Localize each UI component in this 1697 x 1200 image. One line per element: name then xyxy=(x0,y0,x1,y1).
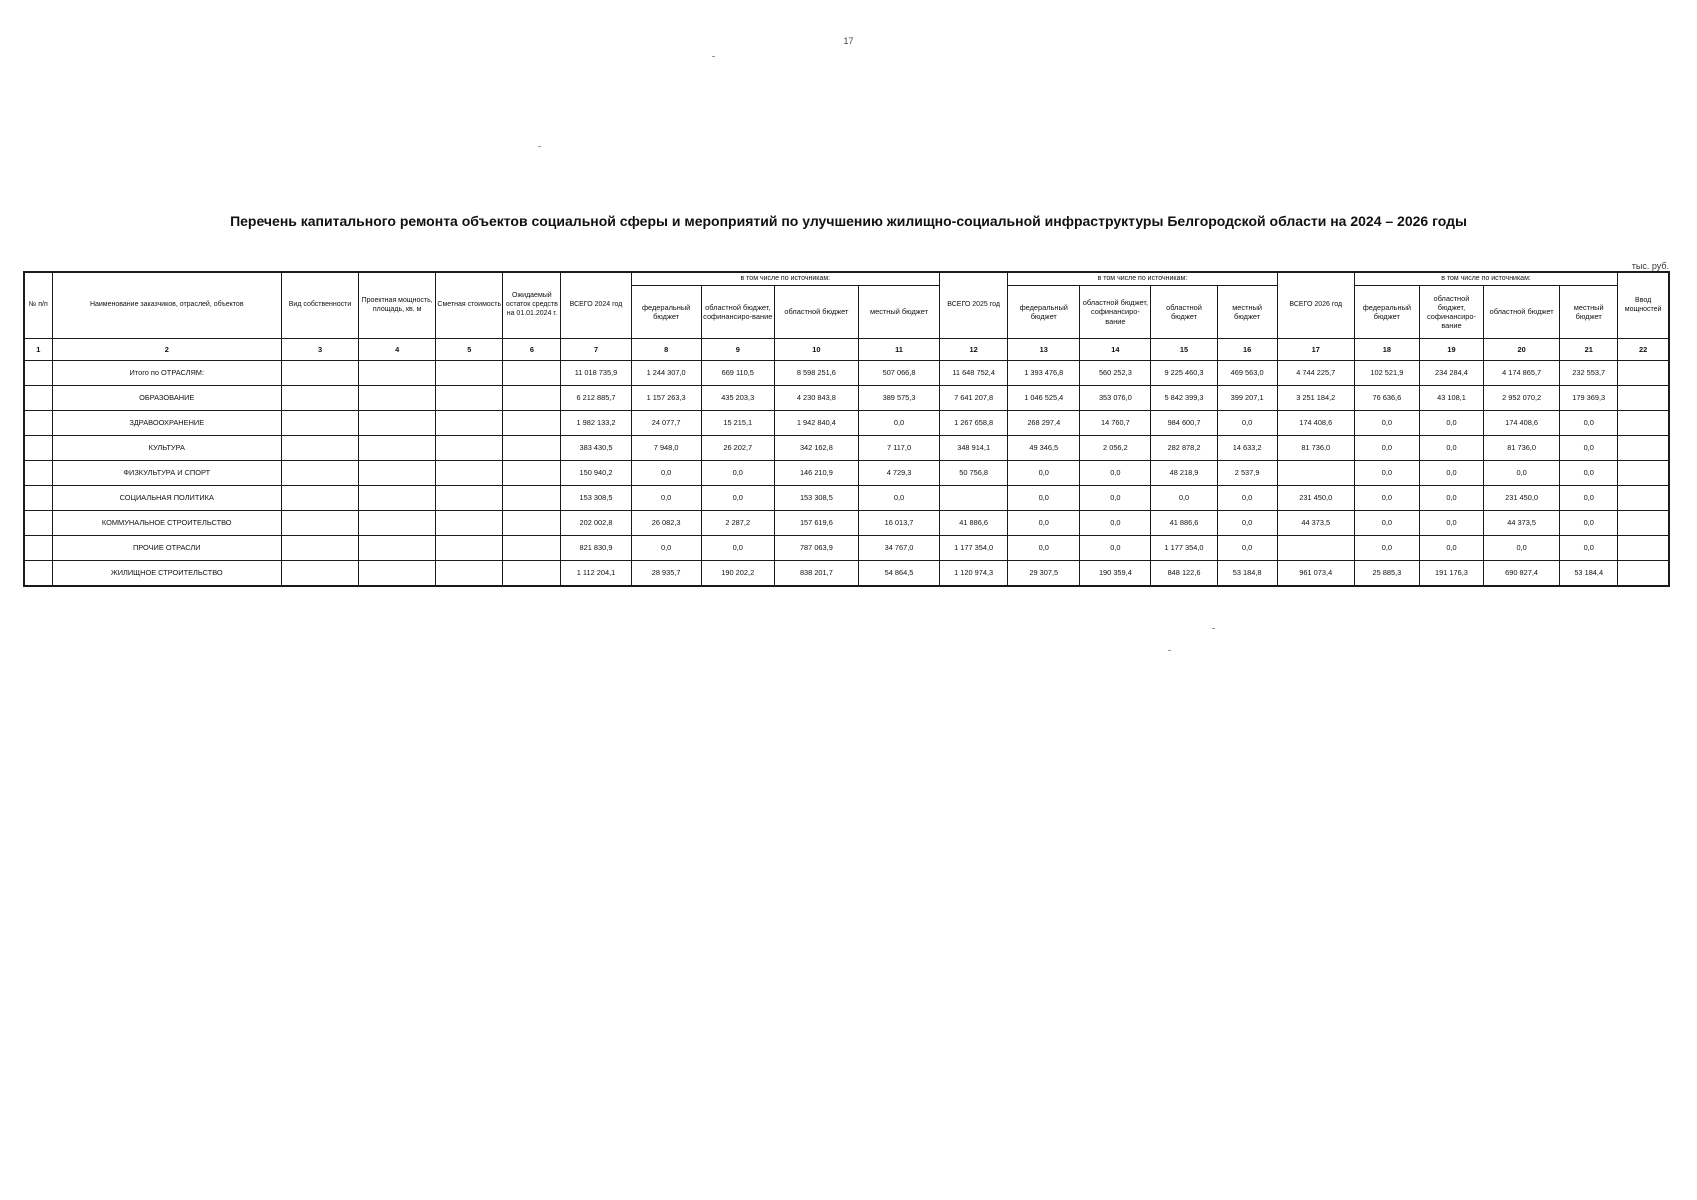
amount-cell: 11 018 735,9 xyxy=(561,361,631,386)
scan-speck xyxy=(538,146,541,147)
amount-cell: 76 636,6 xyxy=(1354,386,1419,411)
estimate-cell xyxy=(436,461,503,486)
amount-cell: 41 886,6 xyxy=(1151,511,1217,536)
amount-cell: 0,0 xyxy=(1354,486,1419,511)
column-number: 4 xyxy=(359,339,436,361)
amount-cell: 0,0 xyxy=(1419,486,1483,511)
column-number: 9 xyxy=(701,339,774,361)
column-number: 17 xyxy=(1277,339,1354,361)
amount-cell: 1 177 354,0 xyxy=(1151,536,1217,561)
column-number: 16 xyxy=(1217,339,1277,361)
balance-cell xyxy=(503,386,561,411)
estimate-cell xyxy=(436,511,503,536)
amount-cell: 34 767,0 xyxy=(858,536,939,561)
commissioning-cell xyxy=(1618,386,1669,411)
amount-cell: 81 736,0 xyxy=(1277,436,1354,461)
ownership-cell xyxy=(281,436,358,461)
capacity-cell xyxy=(359,486,436,511)
balance-cell xyxy=(503,511,561,536)
estimate-cell xyxy=(436,486,503,511)
amount-cell: 0,0 xyxy=(1217,411,1277,436)
amount-cell: 26 202,7 xyxy=(701,436,774,461)
amount-cell: 232 553,7 xyxy=(1560,361,1618,386)
estimate-cell xyxy=(436,561,503,587)
header-sources-2024: в том числе по источникам: xyxy=(631,272,940,286)
amount-cell: 234 284,4 xyxy=(1419,361,1483,386)
amount-cell: 153 308,5 xyxy=(774,486,858,511)
amount-cell: 0,0 xyxy=(858,486,939,511)
amount-cell: 0,0 xyxy=(1419,436,1483,461)
amount-cell: 43 108,1 xyxy=(1419,386,1483,411)
column-number: 8 xyxy=(631,339,701,361)
amount-cell: 157 619,6 xyxy=(774,511,858,536)
table-row xyxy=(24,361,1669,386)
amount-cell: 26 082,3 xyxy=(631,511,701,536)
amount-cell: 787 063,9 xyxy=(774,536,858,561)
header-total-2025: ВСЕГО 2025 год xyxy=(940,272,1008,339)
amount-cell: 1 267 658,8 xyxy=(940,411,1008,436)
header-local-2024: местный бюджет xyxy=(858,286,939,339)
amount-cell: 4 744 225,7 xyxy=(1277,361,1354,386)
amount-cell: 14 760,7 xyxy=(1080,411,1151,436)
column-number: 19 xyxy=(1419,339,1483,361)
ownership-cell xyxy=(281,511,358,536)
amount-cell: 150 940,2 xyxy=(561,461,631,486)
header-regional-cofin-2025: областной бюджет, софинансиро-вание xyxy=(1080,286,1151,339)
header-regional-cofin-2024: областной бюджет, софинансиро-вание xyxy=(701,286,774,339)
ownership-cell xyxy=(281,461,358,486)
amount-cell: 0,0 xyxy=(1217,536,1277,561)
commissioning-cell xyxy=(1618,561,1669,587)
row-number-cell xyxy=(24,411,52,436)
estimate-cell xyxy=(436,536,503,561)
amount-cell: 348 914,1 xyxy=(940,436,1008,461)
amount-cell: 28 935,7 xyxy=(631,561,701,587)
amount-cell: 1 942 840,4 xyxy=(774,411,858,436)
header-estimate: Сметная стоимость xyxy=(436,272,503,339)
sector-name-cell: Итого по ОТРАСЛЯМ: xyxy=(52,361,281,386)
amount-cell: 5 842 399,3 xyxy=(1151,386,1217,411)
table-row xyxy=(24,561,1669,587)
amount-cell: 0,0 xyxy=(1560,511,1618,536)
amount-cell: 190 359,4 xyxy=(1080,561,1151,587)
header-regional-cofin-2026: областной бюджет, софинансиро-вание xyxy=(1419,286,1483,339)
row-number-cell xyxy=(24,561,52,587)
commissioning-cell xyxy=(1618,511,1669,536)
header-group-row xyxy=(24,272,1669,286)
amount-cell: 984 600,7 xyxy=(1151,411,1217,436)
sector-name-cell: ПРОЧИЕ ОТРАСЛИ xyxy=(52,536,281,561)
amount-cell: 560 252,3 xyxy=(1080,361,1151,386)
amount-cell: 29 307,5 xyxy=(1008,561,1080,587)
amount-cell: 0,0 xyxy=(1484,536,1560,561)
amount-cell: 231 450,0 xyxy=(1484,486,1560,511)
amount-cell: 353 076,0 xyxy=(1080,386,1151,411)
balance-cell xyxy=(503,461,561,486)
column-number: 7 xyxy=(561,339,631,361)
capacity-cell xyxy=(359,536,436,561)
amount-cell: 15 215,1 xyxy=(701,411,774,436)
table-row xyxy=(24,411,1669,436)
amount-cell: 191 176,3 xyxy=(1419,561,1483,587)
sector-name-cell: КОММУНАЛЬНОЕ СТРОИТЕЛЬСТВО xyxy=(52,511,281,536)
column-number: 18 xyxy=(1354,339,1419,361)
column-number: 11 xyxy=(858,339,939,361)
balance-cell xyxy=(503,536,561,561)
header-name: Наименование заказчиков, отраслей, объектов xyxy=(52,272,281,339)
amount-cell: 389 575,3 xyxy=(858,386,939,411)
amount-cell: 4 729,3 xyxy=(858,461,939,486)
amount-cell: 25 885,3 xyxy=(1354,561,1419,587)
amount-cell: 3 251 184,2 xyxy=(1277,386,1354,411)
header-no: № п/п xyxy=(24,272,52,339)
amount-cell: 0,0 xyxy=(1419,411,1483,436)
amount-cell: 1 982 133,2 xyxy=(561,411,631,436)
balance-cell xyxy=(503,361,561,386)
amount-cell: 44 373,5 xyxy=(1484,511,1560,536)
column-number: 12 xyxy=(940,339,1008,361)
sector-name-cell: ФИЗКУЛЬТУРА И СПОРТ xyxy=(52,461,281,486)
capacity-cell xyxy=(359,461,436,486)
estimate-cell xyxy=(436,436,503,461)
amount-cell: 1 157 263,3 xyxy=(631,386,701,411)
scan-speck xyxy=(1212,628,1215,629)
row-number-cell xyxy=(24,436,52,461)
row-number-cell xyxy=(24,461,52,486)
table-row xyxy=(24,536,1669,561)
amount-cell: 0,0 xyxy=(1008,486,1080,511)
header-total-2026: ВСЕГО 2026 год xyxy=(1277,272,1354,339)
column-number: 1 xyxy=(24,339,52,361)
column-number: 10 xyxy=(774,339,858,361)
amount-cell: 0,0 xyxy=(701,461,774,486)
header-regional-2025: областной бюджет xyxy=(1151,286,1217,339)
amount-cell: 0,0 xyxy=(631,536,701,561)
amount-cell: 0,0 xyxy=(701,536,774,561)
ownership-cell xyxy=(281,411,358,436)
amount-cell: 11 648 752,4 xyxy=(940,361,1008,386)
sector-name-cell: ОБРАЗОВАНИЕ xyxy=(52,386,281,411)
column-number: 6 xyxy=(503,339,561,361)
header-commissioning: Ввод мощностей xyxy=(1618,272,1669,339)
column-number: 21 xyxy=(1560,339,1618,361)
amount-cell: 48 218,9 xyxy=(1151,461,1217,486)
capacity-cell xyxy=(359,361,436,386)
amount-cell: 41 886,6 xyxy=(940,511,1008,536)
table-row xyxy=(24,461,1669,486)
amount-cell: 146 210,9 xyxy=(774,461,858,486)
column-number: 13 xyxy=(1008,339,1080,361)
estimate-cell xyxy=(436,361,503,386)
column-number-row xyxy=(24,339,1669,361)
header-sources-2026: в том числе по источникам: xyxy=(1354,272,1617,286)
amount-cell: 1 046 525,4 xyxy=(1008,386,1080,411)
amount-cell: 821 830,9 xyxy=(561,536,631,561)
estimate-cell xyxy=(436,386,503,411)
amount-cell: 469 563,0 xyxy=(1217,361,1277,386)
header-balance: Ожидаемый остаток средств на 01.01.2024 г. xyxy=(503,272,561,339)
amount-cell: 4 230 843,8 xyxy=(774,386,858,411)
row-number-cell xyxy=(24,486,52,511)
amount-cell: 102 521,9 xyxy=(1354,361,1419,386)
amount-cell: 0,0 xyxy=(1560,411,1618,436)
amount-cell: 0,0 xyxy=(1354,461,1419,486)
header-sources-2025: в том числе по источникам: xyxy=(1008,272,1277,286)
amount-cell: 0,0 xyxy=(1217,511,1277,536)
amount-cell: 7 948,0 xyxy=(631,436,701,461)
amount-cell: 399 207,1 xyxy=(1217,386,1277,411)
header-federal-2024: федеральный бюджет xyxy=(631,286,701,339)
amount-cell: 435 203,3 xyxy=(701,386,774,411)
amount-cell: 282 878,2 xyxy=(1151,436,1217,461)
column-number: 15 xyxy=(1151,339,1217,361)
amount-cell: 7 641 207,8 xyxy=(940,386,1008,411)
amount-cell: 0,0 xyxy=(1419,511,1483,536)
amount-cell: 0,0 xyxy=(1080,536,1151,561)
amount-cell: 669 110,5 xyxy=(701,361,774,386)
amount-cell: 179 369,3 xyxy=(1560,386,1618,411)
amount-cell: 2 287,2 xyxy=(701,511,774,536)
amount-cell: 16 013,7 xyxy=(858,511,939,536)
amount-cell: 174 408,6 xyxy=(1484,411,1560,436)
header-total-2024: ВСЕГО 2024 год xyxy=(561,272,631,339)
amount-cell: 0,0 xyxy=(1560,461,1618,486)
header-capacity: Проектная мощность, площадь, кв. м xyxy=(359,272,436,339)
amount-cell: 49 346,5 xyxy=(1008,436,1080,461)
amount-cell: 0,0 xyxy=(1354,436,1419,461)
column-number: 3 xyxy=(281,339,358,361)
amount-cell: 0,0 xyxy=(1151,486,1217,511)
commissioning-cell xyxy=(1618,361,1669,386)
row-number-cell xyxy=(24,361,52,386)
amount-cell xyxy=(1277,536,1354,561)
header-federal-2026: федеральный бюджет xyxy=(1354,286,1419,339)
amount-cell: 2 537,9 xyxy=(1217,461,1277,486)
amount-cell: 838 201,7 xyxy=(774,561,858,587)
amount-cell xyxy=(1277,461,1354,486)
amount-cell: 0,0 xyxy=(1419,536,1483,561)
amount-cell: 1 244 307,0 xyxy=(631,361,701,386)
balance-cell xyxy=(503,436,561,461)
balance-cell xyxy=(503,561,561,587)
sector-name-cell: ЖИЛИЩНОЕ СТРОИТЕЛЬСТВО xyxy=(52,561,281,587)
header-local-2026: местный бюджет xyxy=(1560,286,1618,339)
capacity-cell xyxy=(359,436,436,461)
amount-cell: 0,0 xyxy=(1080,511,1151,536)
amount-cell: 190 202,2 xyxy=(701,561,774,587)
amount-cell: 53 184,4 xyxy=(1560,561,1618,587)
amount-cell: 231 450,0 xyxy=(1277,486,1354,511)
amount-cell: 4 174 865,7 xyxy=(1484,361,1560,386)
document-title: Перечень капитального ремонта объектов социальной сферы и мероприятий по улучшению жилищно-социальной инфраструктуры Белгородской области на 2024 – 2026 годы xyxy=(230,213,1467,229)
row-number-cell xyxy=(24,386,52,411)
amount-cell: 268 297,4 xyxy=(1008,411,1080,436)
ownership-cell xyxy=(281,561,358,587)
amount-cell xyxy=(940,486,1008,511)
amount-cell: 690 827,4 xyxy=(1484,561,1560,587)
scan-speck xyxy=(1168,650,1171,651)
commissioning-cell xyxy=(1618,436,1669,461)
amount-cell: 81 736,0 xyxy=(1484,436,1560,461)
amount-cell: 0,0 xyxy=(1560,486,1618,511)
header-ownership: Вид собственности xyxy=(281,272,358,339)
header-federal-2025: федеральный бюджет xyxy=(1008,286,1080,339)
amount-cell: 44 373,5 xyxy=(1277,511,1354,536)
sector-name-cell: КУЛЬТУРА xyxy=(52,436,281,461)
amount-cell: 202 002,8 xyxy=(561,511,631,536)
column-number: 14 xyxy=(1080,339,1151,361)
amount-cell: 53 184,8 xyxy=(1217,561,1277,587)
units-label: тыс. руб. xyxy=(1631,261,1669,271)
amount-cell: 0,0 xyxy=(1484,461,1560,486)
amount-cell: 383 430,5 xyxy=(561,436,631,461)
table-row xyxy=(24,386,1669,411)
amount-cell: 0,0 xyxy=(1560,436,1618,461)
amount-cell: 848 122,6 xyxy=(1151,561,1217,587)
sector-name-cell: ЗДРАВООХРАНЕНИЕ xyxy=(52,411,281,436)
amount-cell: 7 117,0 xyxy=(858,436,939,461)
commissioning-cell xyxy=(1618,411,1669,436)
table-row xyxy=(24,511,1669,536)
table-body xyxy=(24,361,1669,587)
row-number-cell xyxy=(24,536,52,561)
amount-cell: 14 633,2 xyxy=(1217,436,1277,461)
amount-cell: 0,0 xyxy=(1354,411,1419,436)
column-number: 22 xyxy=(1618,339,1669,361)
ownership-cell xyxy=(281,486,358,511)
ownership-cell xyxy=(281,386,358,411)
page-number: 17 xyxy=(843,36,854,46)
amount-cell: 0,0 xyxy=(1560,536,1618,561)
amount-cell: 342 162,8 xyxy=(774,436,858,461)
amount-cell: 0,0 xyxy=(1354,536,1419,561)
ownership-cell xyxy=(281,536,358,561)
amount-cell: 153 308,5 xyxy=(561,486,631,511)
amount-cell: 0,0 xyxy=(1354,511,1419,536)
amount-cell: 2 952 070,2 xyxy=(1484,386,1560,411)
amount-cell: 0,0 xyxy=(1080,486,1151,511)
table-row xyxy=(24,486,1669,511)
column-number: 2 xyxy=(52,339,281,361)
row-number-cell xyxy=(24,511,52,536)
amount-cell: 0,0 xyxy=(701,486,774,511)
header-regional-2024: областной бюджет xyxy=(774,286,858,339)
column-number: 20 xyxy=(1484,339,1560,361)
amount-cell: 1 112 204,1 xyxy=(561,561,631,587)
amount-cell: 54 864,5 xyxy=(858,561,939,587)
amount-cell: 0,0 xyxy=(631,461,701,486)
amount-cell: 2 056,2 xyxy=(1080,436,1151,461)
amount-cell: 0,0 xyxy=(631,486,701,511)
capacity-cell xyxy=(359,561,436,587)
ownership-cell xyxy=(281,361,358,386)
amount-cell: 0,0 xyxy=(1419,461,1483,486)
amount-cell: 50 756,8 xyxy=(940,461,1008,486)
amount-cell: 8 598 251,6 xyxy=(774,361,858,386)
amount-cell: 1 120 974,3 xyxy=(940,561,1008,587)
capacity-cell xyxy=(359,386,436,411)
amount-cell: 0,0 xyxy=(1217,486,1277,511)
amount-cell: 961 073,4 xyxy=(1277,561,1354,587)
budget-table xyxy=(23,271,1670,587)
amount-cell: 9 225 460,3 xyxy=(1151,361,1217,386)
column-number: 5 xyxy=(436,339,503,361)
balance-cell xyxy=(503,486,561,511)
sector-name-cell: СОЦИАЛЬНАЯ ПОЛИТИКА xyxy=(52,486,281,511)
header-local-2025: местный бюджет xyxy=(1217,286,1277,339)
balance-cell xyxy=(503,411,561,436)
amount-cell: 1 393 476,8 xyxy=(1008,361,1080,386)
capacity-cell xyxy=(359,411,436,436)
header-regional-2026: областной бюджет xyxy=(1484,286,1560,339)
commissioning-cell xyxy=(1618,461,1669,486)
amount-cell: 0,0 xyxy=(1008,511,1080,536)
amount-cell: 0,0 xyxy=(1080,461,1151,486)
amount-cell: 174 408,6 xyxy=(1277,411,1354,436)
amount-cell: 0,0 xyxy=(858,411,939,436)
amount-cell: 6 212 885,7 xyxy=(561,386,631,411)
table-row xyxy=(24,436,1669,461)
commissioning-cell xyxy=(1618,536,1669,561)
estimate-cell xyxy=(436,411,503,436)
amount-cell: 1 177 354,0 xyxy=(940,536,1008,561)
amount-cell: 0,0 xyxy=(1008,461,1080,486)
amount-cell: 507 066,8 xyxy=(858,361,939,386)
amount-cell: 0,0 xyxy=(1008,536,1080,561)
commissioning-cell xyxy=(1618,486,1669,511)
capacity-cell xyxy=(359,511,436,536)
scan-speck xyxy=(712,56,715,57)
amount-cell: 24 077,7 xyxy=(631,411,701,436)
